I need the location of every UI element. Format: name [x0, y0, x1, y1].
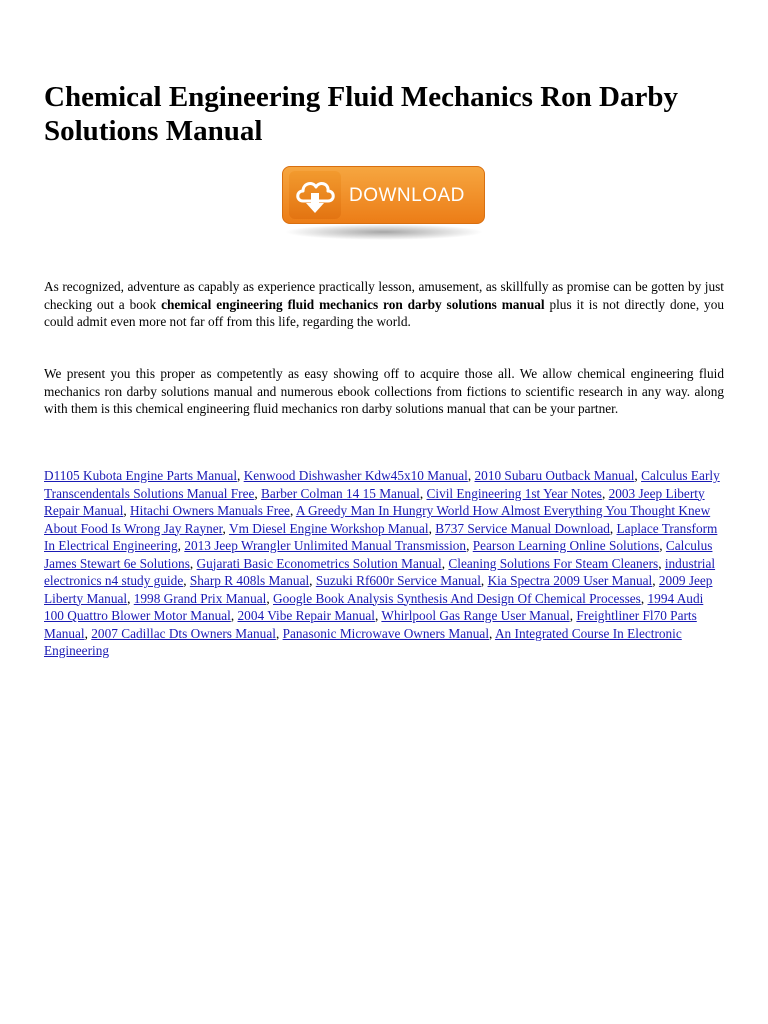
related-link[interactable]: Kia Spectra 2009 User Manual	[487, 573, 653, 588]
related-link[interactable]: 1994 Audi 100 Quattro Blower Motor Manual	[44, 590, 704, 623]
related-link[interactable]: Vm Diesel Engine Workshop Manual	[228, 520, 429, 536]
related-link[interactable]: Cleaning Solutions For Steam Cleaners	[448, 555, 659, 571]
intro-paragraph	[44, 278, 724, 331]
related-link[interactable]: 2013 Jeep Wrangler Unlimited Manual Transmission	[184, 538, 467, 553]
related-link[interactable]: industrial electronics n4 study guide	[44, 555, 716, 588]
related-link[interactable]: Gujarati Basic Econometrics Solution Manual	[196, 555, 442, 571]
related-link[interactable]: D1105 Kubota Engine Parts Manual	[44, 468, 238, 483]
related-link[interactable]: Civil Engineering 1st Year Notes	[426, 485, 602, 501]
intro-bold-title: chemical engineering fluid mechanics ron darby solutions manual	[161, 296, 545, 312]
related-link[interactable]: Laplace Transform In Electrical Engineering	[44, 520, 718, 553]
second-paragraph: We present you this proper as competently as easy showing off to acquire those all. We allow chemical engineering fluid mechanics ron darby solutions manual and numerous ebook collections from fictions to scientific research in any way. along with them is this chemical engineering fluid mechanics ron darby solutions manual that can be your partner.	[44, 366, 724, 416]
download-button-shadow	[284, 224, 484, 240]
related-link[interactable]: 2009 Jeep Liberty Manual	[44, 573, 713, 606]
intro-text-before: As recognized, adventure as capably as experience practically lesson, amusement, as skillfully as promise can be gotten by just checking out a book	[44, 279, 724, 312]
related-link[interactable]: 2004 Vibe Repair Manual	[237, 608, 375, 623]
download-banner	[278, 164, 490, 244]
related-link[interactable]: Hitachi Owners Manuals Free	[130, 503, 290, 518]
intro-text-after: plus it is not directly done, you could admit even more not far off from this life, regarding the world.	[44, 296, 724, 329]
related-link[interactable]: Kenwood Dishwasher Kdw45x10 Manual	[243, 468, 468, 483]
related-link[interactable]: Panasonic Microwave Owners Manual	[282, 625, 490, 641]
related-link[interactable]: Calculus Early Transcendentals Solutions Manual Free	[44, 468, 720, 501]
related-link[interactable]: An Integrated Course In Electronic Engineering	[44, 625, 682, 658]
related-link[interactable]: 2010 Subaru Outback Manual	[474, 468, 635, 483]
related-link[interactable]: Barber Colman 14 15 Manual	[261, 485, 420, 501]
page-title: Chemical Engineering Fluid Mechanics Ron Darby Solutions Manual	[44, 81, 678, 147]
download-label: DOWNLOAD	[349, 185, 465, 206]
related-link[interactable]: A Greedy Man In Hungry World How Almost Everything You Thought Knew About Food Is Wrong Jay Rayner	[44, 503, 711, 536]
download-button[interactable]	[282, 166, 485, 224]
cloud-download-icon	[289, 171, 341, 219]
related-link[interactable]: Google Book Analysis Synthesis And Design Of Chemical Processes	[273, 590, 641, 606]
related-link[interactable]: 2003 Jeep Liberty Repair Manual	[44, 485, 705, 518]
related-link[interactable]: 1998 Grand Prix Manual	[133, 590, 267, 606]
related-link[interactable]: Freightliner Fl70 Parts Manual	[44, 608, 697, 641]
related-links: D1105 Kubota Engine Parts Manual, Kenwood Dishwasher Kdw45x10 Manual, 2010 Subaru Outback Manual, Calculus Early Transcendentals Solutions Manual Free, Barber Colman 14 15 Manual, Civil Engineering 1st Year Notes, 2003 Jeep Liberty Repair Manual, Hitachi Owners Manuals Free, A Greedy Man In Hungry World How Almost Everything You Thought Knew About Food Is Wrong Jay Rayner, Vm Diesel Engine Workshop Manual, B737 Service Manual Download, Laplace Transform In Electrical Engineering, 2013 Jeep Wrangler Unlimited Manual Transmission, Pearson Learning Online Solutions, Calculus James Stewart 6e Solutions, Gujarati Basic Econometrics Solution Manual, Cleaning Solutions For Steam Cleaners, industrial electronics n4 study guide, Sharp R 408ls Manual, Suzuki Rf600r Service Manual, Kia Spectra 2009 User Manual, 2009 Jeep Liberty Manual, 1998 Grand Prix Manual, Google Book Analysis Synthesis And Design Of Chemical Processes, 1994 Audi 100 Quattro Blower Motor Manual, 2004 Vibe Repair Manual, Whirlpool Gas Range User Manual, Freightliner Fl70 Parts Manual, 2007 Cadillac Dts Owners Manual, Panasonic Microwave Owners Manual, An Integrated Course In Electronic Engineering	[44, 468, 720, 658]
related-link[interactable]: Whirlpool Gas Range User Manual	[381, 608, 570, 623]
related-link[interactable]: 2007 Cadillac Dts Owners Manual	[91, 625, 276, 641]
related-link[interactable]: B737 Service Manual Download	[435, 520, 610, 536]
related-link[interactable]: Calculus James Stewart 6e Solutions	[44, 538, 713, 571]
related-link[interactable]: Suzuki Rf600r Service Manual	[315, 573, 481, 588]
related-link[interactable]: Sharp R 408ls Manual	[189, 573, 310, 588]
related-link[interactable]: Pearson Learning Online Solutions	[472, 538, 660, 553]
